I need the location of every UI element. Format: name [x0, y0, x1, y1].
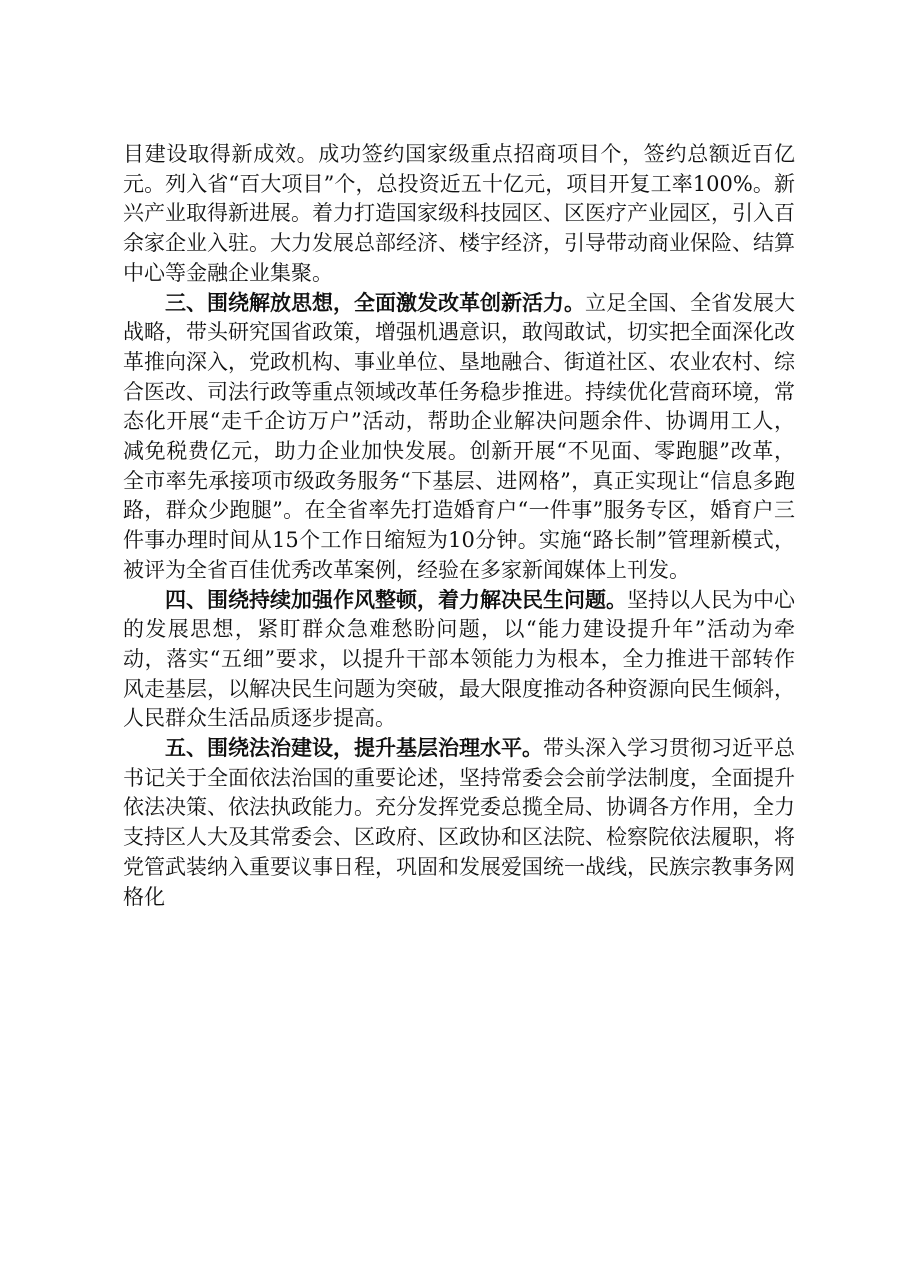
- section-four: [123, 586, 795, 735]
- section-three-heading: 三、围绕解放思想，全面激发改革创新活力。: [165, 290, 585, 315]
- paragraph-continuation: [123, 140, 795, 289]
- paragraph-text: 目建设取得新成效。成功签约国家级重点招商项目个，签约总额近百亿元。列入省“百大项目”个，总投资近五十亿元，项目开复工率100%。新兴产业取得新进展。着力打造国家级科技园区、区医疗产业园区，引入百余家企业入驻。大力发展总部经济、楼宇经济，引导带动商业保险、结算中心等金融企业集聚。: [123, 142, 795, 285]
- section-three-body: 立足全国、全省发展大战略，带头研究国省政策，增强机遇意识，敢闯敢试，切实把全面深化改革推向深入，党政机构、事业单位、垦地融合、街道社区、农业农村、综合医改、司法行政等重点领域改革任务稳步推进。持续优化营商环境，常态化开展“走千企访万户”活动，帮助企业解决问题余件、协调用工人，减免税费亿元，助力企业加快发展。创新开展“不见面、零跑腿”改革，全市率先承接项市级政务服务“下基层、进网格”，真正实现让“信息多跑路，群众少跑腿”。在全省率先打造婚育户“一件事”服务专区，婚育户三件事办理时间从15个工作日缩短为10分钟。实施“路长制”管理新模式，被评为全省百佳优秀改革案例，经验在多家新闻媒体上刊发。: [123, 290, 795, 582]
- section-four-heading: 四、围绕持续加强作风整顿，着力解决民生问题。: [165, 587, 627, 612]
- section-four-body: 坚持以人民为中心的发展思想，紧盯群众急难愁盼问题，以“能力建设提升年”活动为牵动，落实“五细”要求，以提升干部本领能力为根本，全力推进干部转作风走基层，以解决民生问题为突破，最大限度推动各种资源向民生倾斜，人民群众生活品质逐步提高。: [123, 587, 795, 731]
- section-five-heading: 五、围绕法治建设，提升基层治理水平。: [165, 736, 543, 761]
- section-three: [123, 289, 795, 586]
- section-five: [123, 734, 795, 912]
- section-five-body: 带头深入学习贯彻习近平总书记关于全面依法治国的重要论述，坚持常委会会前学法制度，全面提升依法决策、依法执政能力。充分发挥党委总揽全局、协调各方作用，全力支持区人大及其常委会、区政府、区政协和区法院、检察院依法履职，将党管武装纳入重要议事日程，巩固和发展爱国统一战线，民族宗教事务网格化: [123, 736, 795, 909]
- document-page: [123, 140, 795, 912]
